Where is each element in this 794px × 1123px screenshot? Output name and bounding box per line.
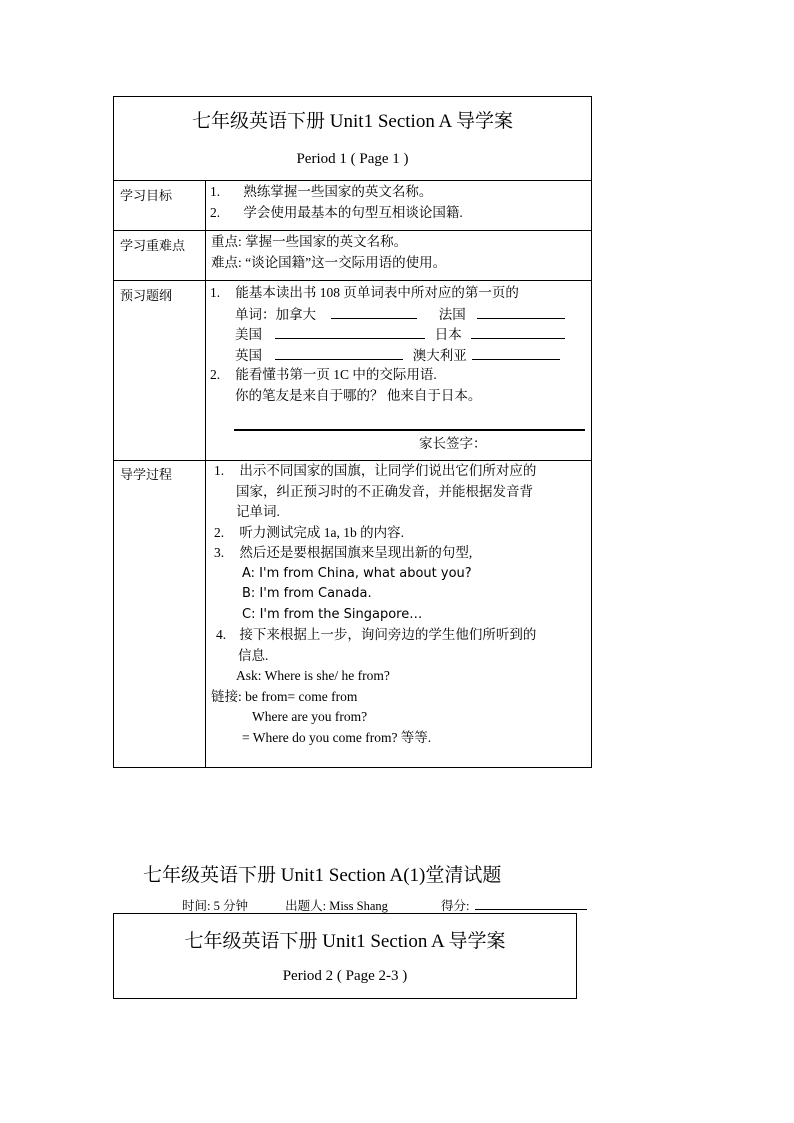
canada-blank[interactable] [331,304,417,319]
objective-item: 1. 熟练掌握一些国家的英文名称。 [210,184,433,199]
quiz-title: 七年级英语下册 Unit1 Section A(1)堂清试题 [143,865,502,886]
guide-cell: 1. 出示不同国家的国旗，让同学们说出它们所对应的 国家，纠正预习时的不正确发音，并能根据发音背 记单词. 2. 听力测试完成 1a, 1b 的内容. 3. 然后还是要根据国旗来呈现出新的句型, A: I'm from China, what about you? B: I'm from Canada. C: I'm from the Singapore… 4. 接下来根据上一步，询问旁边的学生他们所听到的 信息. Ask: Where is she/ he from? 链接: be from= come from Where are you from? = Where do you come from? 等等. [214,461,585,748]
quiz-meta [182,896,587,914]
row-divider [114,180,591,181]
france-blank[interactable] [477,304,565,319]
parent-signature-label: 家长签字： [419,436,487,451]
link-line: 链接: be from= come from [211,688,358,704]
objectives-cell [210,182,585,223]
quiz-score-label: 得分: [441,899,470,913]
table-period: Period 1 ( Page 1 ) [296,151,409,167]
quiz-author: 出题人: Miss Shang [285,899,388,913]
signature-line [234,429,585,431]
period2-table [113,913,577,999]
usa-blank[interactable] [275,324,425,339]
row-divider [114,280,591,281]
uk-blank[interactable] [275,345,403,360]
ask-line: Ask: Where is she/ he from? [236,668,390,683]
link-line-2: Where are you from? [252,709,368,724]
objective-item: 2. 学会使用最基本的句型互相谈论国籍. [210,204,463,220]
dialogue-b: B: I'm from Canada. [242,586,372,601]
guide-label: 导学过程 [120,467,173,482]
table-title: 七年级英语下册 Unit1 Section A 导学案 [192,111,513,132]
keypoint-difficulty: 难点: “谈论国籍”这一交际用语的使用。 [211,254,447,270]
keypoint-focus: 重点: 掌握一些国家的英文名称。 [211,234,408,249]
quiz-time: 时间: 5 分钟 [182,899,248,913]
keypoints-label: 学习重难点 [120,238,186,253]
japan-blank[interactable] [471,324,565,339]
dialogue-a: A: I'm from China, what about you? [242,565,472,581]
link-line-3: = Where do you come from? 等等. [242,729,432,745]
preview-cell: 1. 能基本读出书 108 页单词表中所对应的第一页的 单词：加拿大 法国 美国 日本 英国 澳大利亚 2. 能看懂书第一页 1C 中的交际用语. 你的笔友是来自于哪的？ 他来自于日本。 [210,283,585,406]
period2-title: 七年级英语下册 Unit1 Section A 导学案 [184,931,506,952]
keypoints-cell [211,232,585,273]
score-blank[interactable] [475,897,587,910]
dialogue-c: C: I'm from the Singapore… [242,606,423,622]
period2-period: Period 2 ( Page 2-3 ) [282,968,408,984]
preview-label: 预习题纲 [120,288,173,303]
australia-blank[interactable] [472,345,560,360]
lesson-plan-table [113,96,592,768]
objectives-label: 学习目标 [120,188,173,203]
row-divider [114,230,591,231]
column-divider [205,180,206,767]
